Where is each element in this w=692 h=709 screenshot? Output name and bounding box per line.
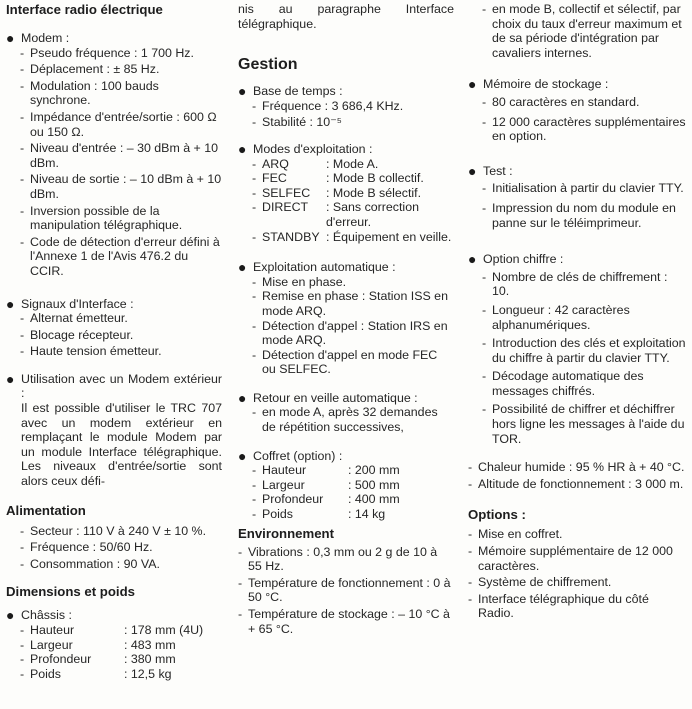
list-item: - Décodage automatique des messages chiffrés. — [482, 369, 686, 398]
bullet-icon: ● — [238, 389, 247, 406]
list-item: - Altitude de fonctionnement : 3 000 m. — [468, 477, 686, 492]
list-item: - Inversion possible de la manipulation télégraphique. — [20, 204, 222, 233]
chassis-table — [20, 623, 203, 681]
environnement-list — [238, 545, 454, 637]
utilisation-text: Il est possible d'utiliser le TRC 707 avec un modem extérieur en remplaçant le module Modem par un module Interface télégraphique. Les niveaux d'entrée/sortie sont alors ceux défi- — [21, 401, 222, 489]
signaux-list — [6, 311, 222, 359]
list-item: - Niveau de sortie : – 10 dBm à + 10 dBm. — [20, 172, 222, 201]
bullet-icon: ● — [238, 447, 247, 464]
table-row: - SELFEC : Mode B sélectif. — [252, 186, 454, 201]
bullet-icon: ● — [468, 251, 477, 268]
exploitation-auto-list — [238, 275, 454, 377]
list-item: - Modulation : 100 bauds synchrone. — [20, 79, 222, 108]
bullet-icon: ● — [238, 259, 247, 276]
retour-veille-title: ● Retour en veille automatique : — [238, 389, 418, 406]
bullet-icon: ● — [6, 30, 15, 46]
column-1 — [6, 0, 222, 681]
base-temps-title: ● Base de temps : — [238, 83, 343, 100]
table-row: - Hauteur : 178 mm (4U) — [20, 623, 203, 638]
bullet-icon: ● — [238, 140, 247, 157]
utilisation-title: ● Utilisation avec un Modem extérieur : — [6, 370, 222, 401]
table-row: - DIRECT : Sans correction d'erreur. — [252, 200, 454, 229]
list-item: - Détection d'appel : Station IRS en mode ARQ. — [252, 319, 454, 348]
heading-dimensions: Dimensions et poids — [6, 584, 135, 600]
heading-options: Options : — [468, 507, 526, 523]
table-row: - Largeur : 483 mm — [20, 638, 203, 653]
chassis-title: ● Châssis : — [6, 607, 72, 624]
list-item: - Déplacement : ± 85 Hz. — [20, 62, 222, 77]
bullet-icon: ● — [6, 295, 15, 312]
column-3 — [468, 0, 686, 621]
list-item: - Consommation : 90 VA. — [20, 557, 222, 572]
list-item: - Mise en coffret. — [468, 527, 686, 542]
list-item: - Blocage récepteur. — [20, 328, 222, 343]
list-item: - Chaleur humide : 95 % HR à + 40 °C. — [468, 460, 686, 475]
list-item: - 80 caractères en standard. — [482, 95, 686, 110]
coffret-table — [252, 463, 400, 521]
list-item: - 12 000 caractères supplémentaires en option. — [482, 115, 686, 144]
table-row: - STANDBY : Équipement en veille. — [252, 230, 454, 245]
list-item: - Longueur : 42 caractères alphanumériques. — [482, 303, 686, 332]
bullet-icon: ● — [6, 370, 15, 387]
heading-environnement: Environnement — [238, 525, 334, 541]
list-item: - Possibilité de chiffrer et déchiffrer hors ligne les messages à l'aide du TOR. — [482, 402, 686, 446]
table-row: - FEC : Mode B collectif. — [252, 171, 454, 186]
list-item: - Code de détection d'erreur défini à l'Annexe 1 de l'Avis 476.2 du CCIR. — [20, 235, 222, 279]
modem-list — [6, 46, 222, 279]
table-row: - Largeur : 500 mm — [252, 478, 400, 493]
modem-title: ● Modem : — [6, 30, 70, 46]
heading-interface-radio: Interface radio électrique — [6, 2, 163, 17]
table-row: - Poids : 12,5 kg — [20, 667, 203, 682]
list-item: - Impédance d'entrée/sortie : 600 Ω ou 150 Ω. — [20, 110, 222, 139]
list-item: - Secteur : 110 V à 240 V ± 10 %. — [20, 524, 222, 539]
climat-list — [468, 460, 686, 491]
table-row: - ARQ : Mode A. — [252, 157, 454, 172]
list-item: - Température de fonctionnement : 0 à 50 °C. — [238, 576, 454, 605]
bullet-icon: ● — [468, 76, 477, 93]
modes-table — [252, 157, 454, 245]
exploitation-auto-title: ● Exploitation automatique : — [238, 259, 396, 276]
bullet-icon: ● — [6, 607, 15, 624]
test-list — [468, 181, 686, 230]
list-item: - Impression du nom du module en panne sur le téléimprimeur. — [482, 201, 686, 230]
table-row: - Profondeur : 400 mm — [252, 492, 400, 507]
coffret-title: ● Coffret (option) : — [238, 447, 343, 464]
base-temps-list — [238, 99, 454, 130]
list-item: - Température de stockage : – 10 °C à + 65 °C. — [238, 607, 454, 636]
list-item: - Alternat émetteur. — [20, 311, 222, 326]
memoire-title: ● Mémoire de stockage : — [468, 76, 609, 93]
list-item: - Niveau d'entrée : – 30 dBm à + 10 dBm. — [20, 141, 222, 170]
list-item: - Stabilité : 10⁻⁵ — [252, 115, 454, 130]
heading-alimentation: Alimentation — [6, 502, 86, 518]
retour-veille-list — [238, 405, 454, 434]
test-title: ● Test : — [468, 162, 513, 179]
list-item: - Fréquence : 3 686,4 KHz. — [252, 99, 454, 114]
bullet-icon: ● — [468, 162, 477, 179]
option-chiffre-list — [468, 270, 686, 447]
table-row: - Profondeur : 380 mm — [20, 652, 203, 667]
list-item: - Haute tension émetteur. — [20, 344, 222, 359]
list-item: - Remise en phase : Station ISS en mode ARQ. — [252, 289, 454, 318]
list-item: - Mise en phase. — [252, 275, 454, 290]
list-item: - Introduction des clés et exploitation du chiffre à partir du clavier TTY. — [482, 336, 686, 365]
table-row: - Poids : 14 kg — [252, 507, 400, 522]
options-list — [468, 527, 686, 621]
column-2 — [238, 0, 454, 636]
alimentation-list — [6, 524, 222, 572]
list-item: - Vibrations : 0,3 mm ou 2 g de 10 à 55 Hz. — [238, 545, 454, 574]
list-item: - Mémoire supplémentaire de 12 000 caractères. — [468, 544, 686, 573]
list-item: - Détection d'appel en mode FEC ou SELFEC. — [252, 348, 454, 377]
list-item: - en mode B, collectif et sélectif, par choix du taux d'erreur maximum et de sa période d'intégration par cavaliers internes. — [482, 2, 686, 60]
option-chiffre-title: ● Option chiffre : — [468, 251, 564, 268]
list-item: - Initialisation à partir du clavier TTY. — [482, 181, 686, 196]
signaux-title: ● Signaux d'Interface : — [6, 295, 134, 312]
memoire-list — [468, 95, 686, 144]
list-item: - Nombre de clés de chiffrement : 10. — [482, 270, 686, 299]
list-item: - Fréquence : 50/60 Hz. — [20, 540, 222, 555]
table-row: - Hauteur : 200 mm — [252, 463, 400, 478]
list-item: - en mode A, après 32 demandes de répétition successives, — [252, 405, 454, 434]
modes-title: ● Modes d'exploitation : — [238, 140, 373, 157]
list-item: - Système de chiffrement. — [468, 575, 686, 590]
continuation-list — [468, 2, 686, 60]
heading-gestion: Gestion — [238, 56, 298, 74]
list-item: - Pseudo fréquence : 1 700 Hz. — [20, 46, 222, 61]
continuation-text: nis au paragraphe Interface télégraphique. — [238, 2, 454, 31]
bullet-icon: ● — [238, 83, 247, 100]
list-item: - Interface télégraphique du côté Radio. — [468, 592, 686, 621]
